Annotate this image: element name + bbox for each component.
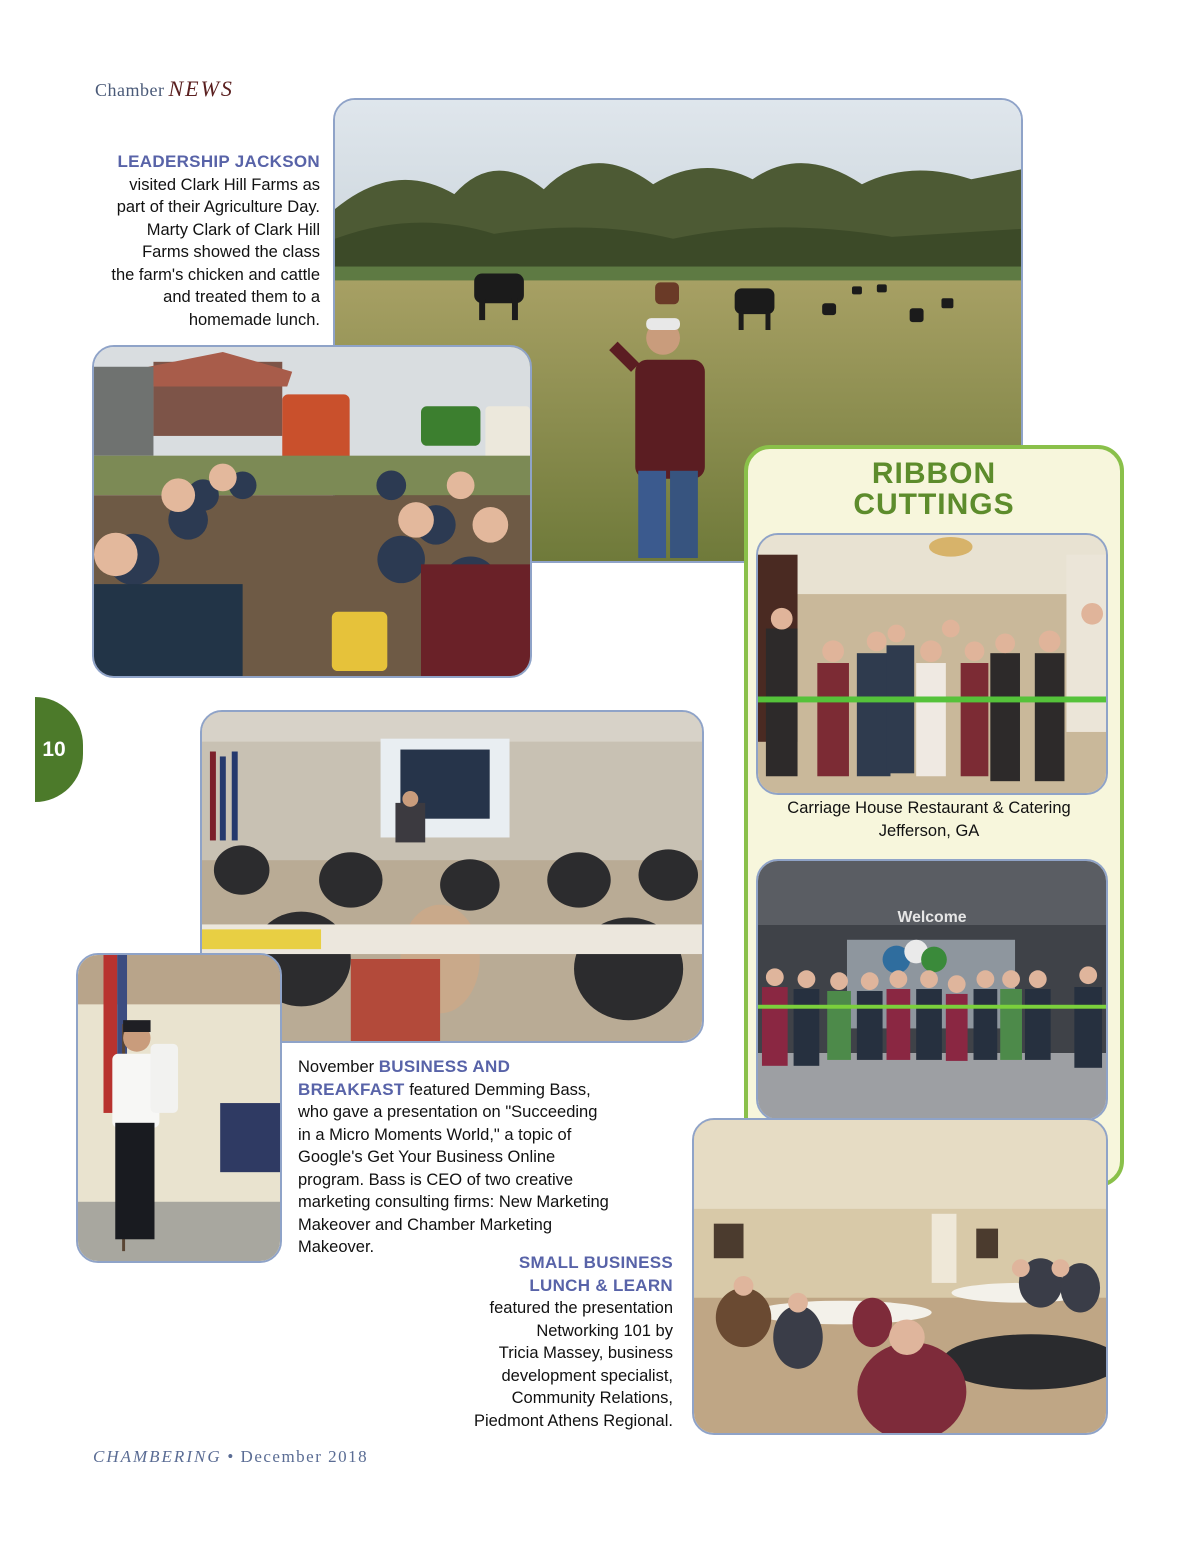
ribbon-title-line: RIBBON xyxy=(871,457,997,490)
article-line: Makeover and Chamber Marketing xyxy=(298,1215,553,1234)
article-line: Networking 101 by xyxy=(536,1321,673,1340)
page-number: 10 xyxy=(42,737,66,761)
article-line: Tricia Massey, business xyxy=(498,1344,673,1362)
article-line: featured the presentation xyxy=(489,1299,673,1317)
hayride-group-photo xyxy=(92,345,532,678)
article-line: Piedmont Athens Regional. xyxy=(473,1411,673,1430)
color-guard-photo xyxy=(76,953,282,1263)
small-business-heading-1: SMALL BUSINESS xyxy=(518,1253,673,1272)
page-number-tab xyxy=(35,697,83,802)
caption-line: Carriage House Restaurant & Catering xyxy=(787,799,1071,817)
article-second-line xyxy=(298,1079,658,1102)
leadership-line: Farms showed the class xyxy=(142,243,320,261)
article-line: program. Bass is CEO of two creative xyxy=(298,1170,574,1189)
leadership-heading: LEADERSHIP JACKSON xyxy=(117,152,320,171)
section-title: NEWS xyxy=(168,76,234,101)
welcome-sign: Welcome xyxy=(897,909,967,927)
leadership-line: and treated them to a xyxy=(163,288,320,306)
page-footer xyxy=(93,1447,368,1467)
leadership-line: the farm's chicken and cattle xyxy=(111,265,320,284)
article-line: who gave a presentation on "Succeeding xyxy=(298,1103,598,1121)
article-line: marketing consulting firms: New Marketing xyxy=(298,1193,609,1211)
leadership-line: Marty Clark of Clark Hill xyxy=(146,220,320,239)
footer-issue: December 2018 xyxy=(240,1447,369,1466)
ribbon-title-line: CUTTINGS xyxy=(853,488,1015,521)
small-business-article xyxy=(412,1252,673,1432)
leadership-article xyxy=(60,151,320,331)
caption-line: Jefferson, GA xyxy=(878,821,980,840)
section-header xyxy=(95,76,234,102)
business-breakfast-article xyxy=(298,1056,658,1259)
footer-publication: CHAMBERING xyxy=(93,1447,222,1466)
article-first-line xyxy=(298,1056,658,1079)
leadership-line: homemade lunch. xyxy=(188,310,320,329)
article-line: Community Relations, xyxy=(511,1389,673,1407)
section-name: Chamber xyxy=(95,80,165,100)
article-line: Google's Get Your Business Online xyxy=(298,1148,556,1166)
lunch-and-learn-photo xyxy=(692,1118,1108,1435)
ribbon-title xyxy=(744,458,1124,520)
business-heading-2: BREAKFAST xyxy=(298,1079,405,1099)
article-line: in a Micro Moments World," a topic of xyxy=(298,1125,572,1144)
article-line: development specialist, xyxy=(501,1366,673,1385)
article-line: featured Demming Bass, xyxy=(409,1080,591,1099)
carriage-house-caption xyxy=(744,797,1114,842)
small-business-heading-2: LUNCH & LEARN xyxy=(529,1275,673,1295)
leadership-line: visited Clark Hill Farms as xyxy=(129,175,320,194)
carriage-house-ribbon-photo xyxy=(756,533,1108,795)
article-line: Makeover. xyxy=(298,1238,375,1256)
footer-separator: • xyxy=(227,1447,235,1466)
business-heading-1: BUSINESS AND xyxy=(378,1057,511,1076)
sams-club-ribbon-photo xyxy=(756,859,1108,1121)
leadership-line: part of their Agriculture Day. xyxy=(116,198,320,216)
article-lead: November xyxy=(298,1058,375,1076)
